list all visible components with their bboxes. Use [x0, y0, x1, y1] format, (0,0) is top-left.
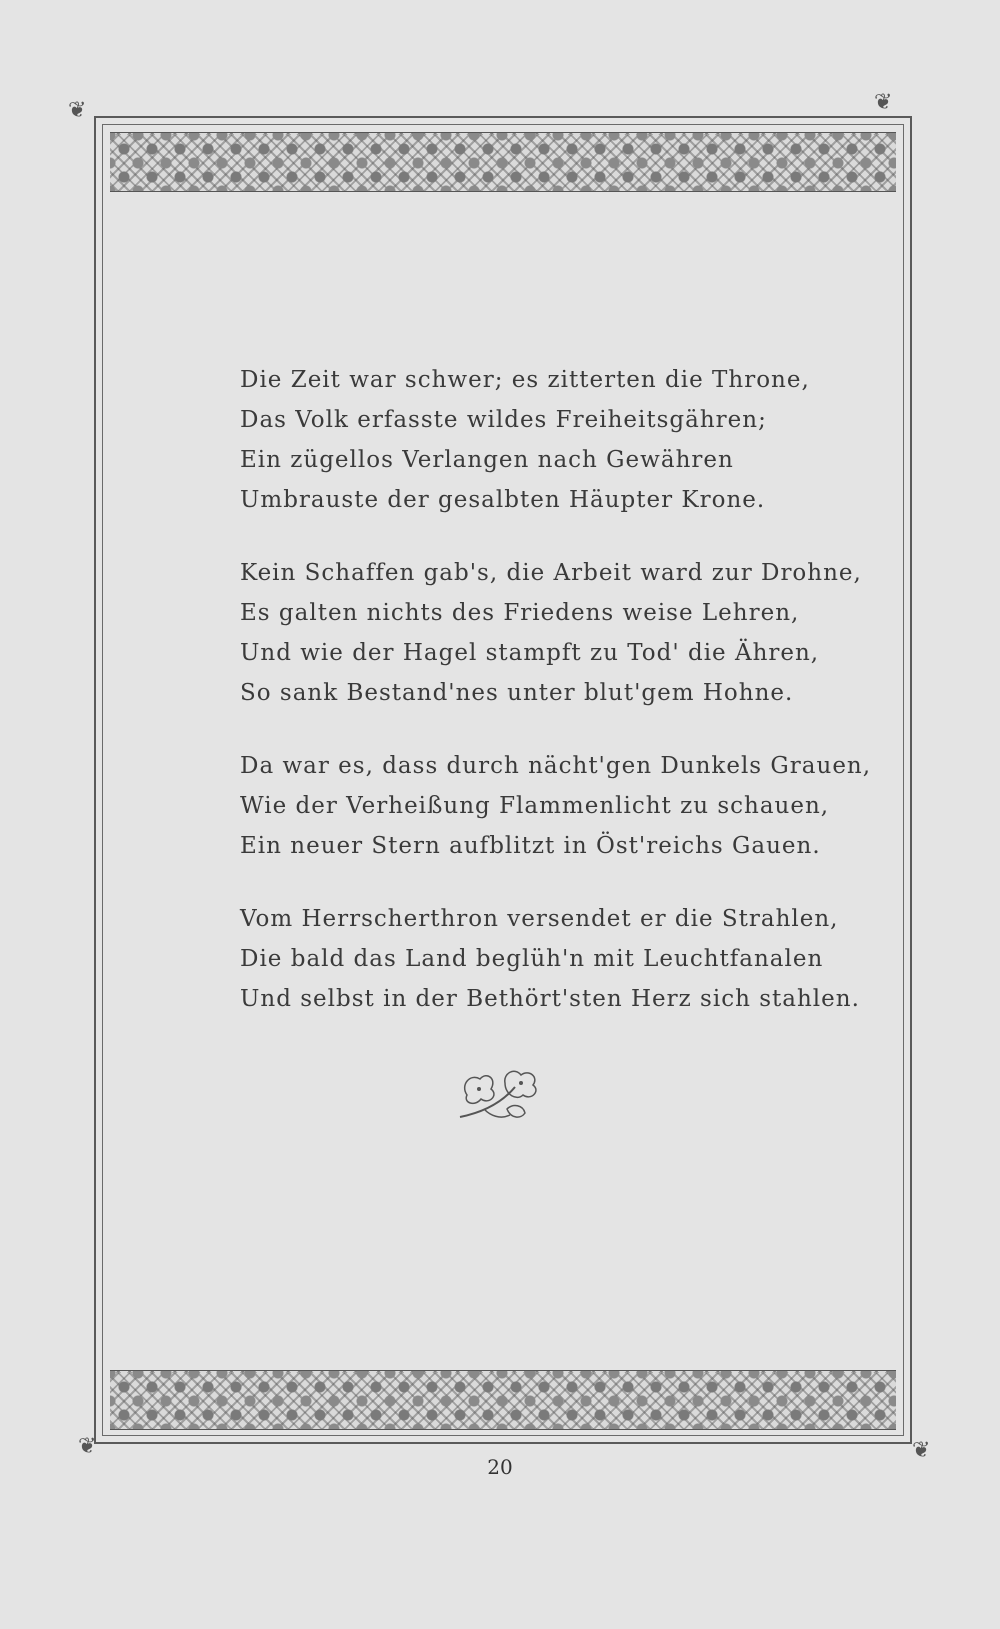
poem-line: So sank Bestand'nes unter blut'gem Hohne. [240, 680, 794, 706]
poem-line: Das Volk erfasste wildes Freiheitsgähren; [240, 407, 767, 433]
poem-line: Die Zeit war schwer; es zitterten die Throne, [240, 367, 810, 393]
floral-vignette-icon [455, 1065, 545, 1125]
page-number: 20 [487, 1455, 513, 1479]
fleuron-corner-icon: ❦ [78, 1434, 97, 1459]
fleuron-corner-icon: ❦ [912, 1438, 931, 1463]
poem [240, 360, 872, 1052]
ornamental-band-bottom [110, 1370, 896, 1430]
poem-line: Und selbst in der Bethört'sten Herz sich stahlen. [240, 986, 860, 1012]
ornamental-band-top [110, 132, 896, 192]
poem-line: Kein Schaffen gab's, die Arbeit ward zur Drohne, [240, 560, 862, 586]
poem-line: Vom Herrscherthron versendet er die Strahlen, [240, 906, 839, 932]
poem-line: Und wie der Hagel stampft zu Tod' die Ähren, [240, 640, 820, 666]
stanza-4 [240, 899, 860, 1019]
poem-line: Ein zügellos Verlangen nach Gewähren [240, 447, 734, 473]
poem-line: Ein neuer Stern aufblitzt in Öst'reichs Gauen. [240, 833, 821, 859]
stanza-2 [240, 553, 862, 713]
poem-line: Es galten nichts des Friedens weise Lehren, [240, 600, 800, 626]
fleuron-corner-icon: ❦ [874, 90, 893, 115]
fleuron-corner-icon: ❦ [68, 98, 87, 123]
poem-line: Wie der Verheißung Flammenlicht zu schauen, [240, 793, 830, 819]
poem-line: Da war es, dass durch nächt'gen Dunkels Grauen, [240, 753, 872, 779]
poem-line: Die bald das Land beglüh'n mit Leuchtfanalen [240, 946, 824, 972]
poem-line: Umbrauste der gesalbten Häupter Krone. [240, 487, 766, 513]
stanza-1 [240, 360, 840, 520]
stanza-3 [240, 746, 872, 866]
